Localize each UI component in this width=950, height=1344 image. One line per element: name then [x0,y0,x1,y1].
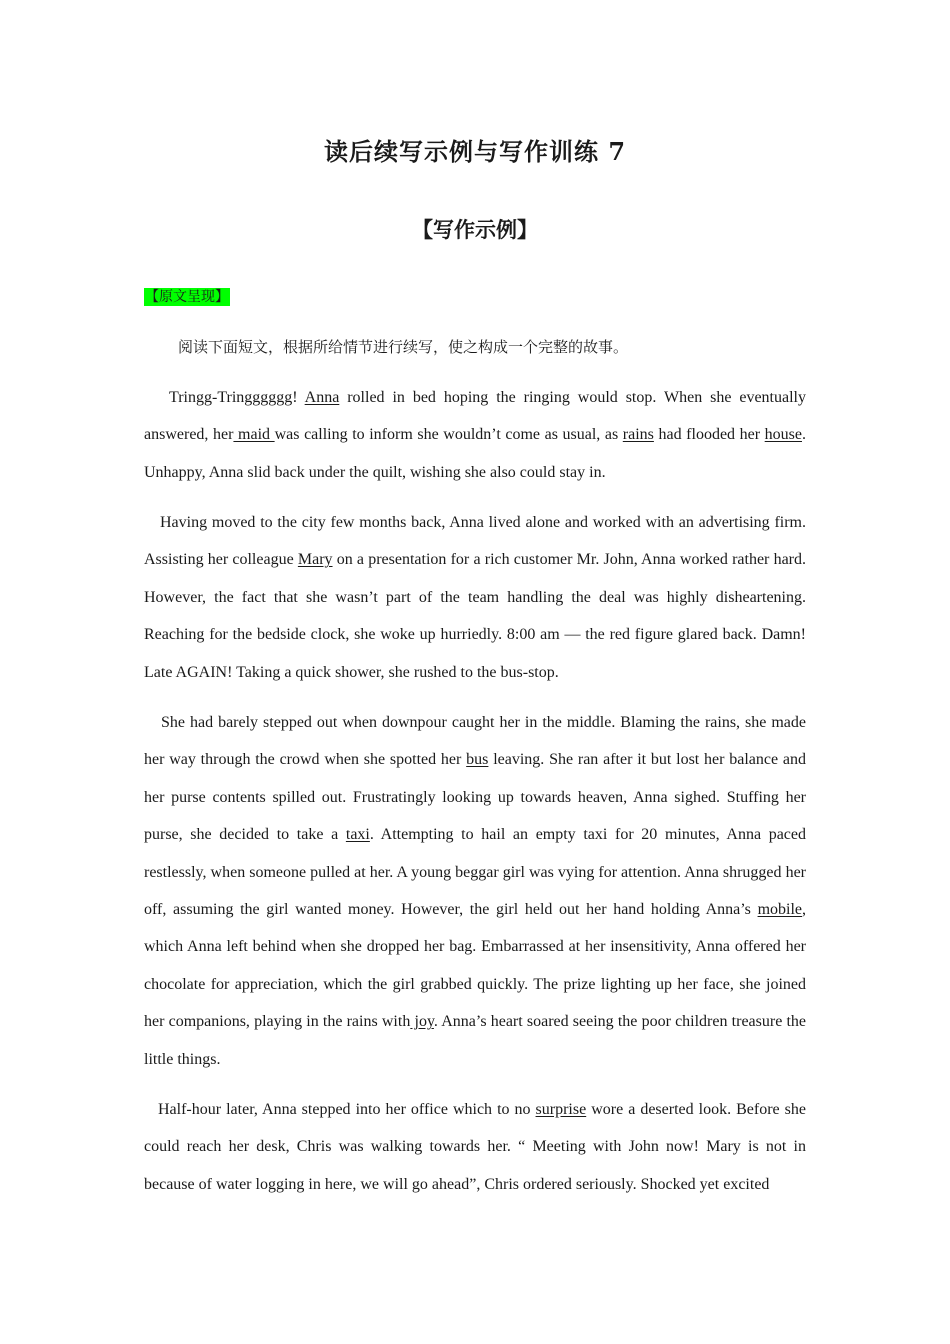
paragraph-text: Half-hour later, Anna stepped into her office which to no [158,1101,536,1118]
underlined-word: Mary [297,551,333,569]
paragraph-text: leaving. She ran after it but lost her balance and her purse contents spilled out. Frustratingly looking up towards heaven, Anna sighed. Stuffing her purse, she decided to take a [144,751,806,844]
underlined-word: bus [466,751,489,769]
underlined-word: mobile [757,901,802,919]
story-paragraph-2 [144,504,806,691]
paragraph-text: . Unhappy, Anna slid back under the quilt, wishing she also could stay in. [144,426,806,481]
paragraph-text: on a presentation for a rich customer Mr. John, Anna worked rather hard. However, the fact that she wasn’t part of the team handling the deal was highly disheartening. Reaching for the bedside clock, she woke up hurriedly. 8:00 am — the red figure glared back. Damn! Late AGAIN! Taking a quick shower, she rushed to the bus-stop. [144,551,807,681]
underlined-word: joy [410,1013,434,1031]
paragraph-text: was calling to inform she wouldn’t come as usual, as [274,426,623,444]
story-paragraph-4 [144,1091,806,1203]
original-text-tag: 【原文呈现】 [145,289,229,305]
underlined-word: house [764,426,802,444]
paragraph-text: Tringg-Tringggggg! [169,389,305,406]
paragraph-text: , which Anna left behind when she dropped her bag. Embarrassed at her insensitivity, Anna offered her chocolate for appreciation, which the girl grabbed quickly. The prize lighting up her face, she joined her companions, playing in the rains with [144,901,806,1031]
underlined-word: surprise [535,1101,587,1118]
paragraph-text: She had barely stepped out when downpour caught her in the middle. Blaming the rains, she made her way through the crowd when she spotted her [144,714,806,769]
section-heading: 【写作示例】 [412,217,538,242]
underlined-word: taxi [345,826,370,844]
story-paragraph-3 [144,704,806,1078]
task-instruction: 阅读下面短文，根据所给情节进行续写，使之构成一个完整的故事。 [178,338,629,356]
underlined-word: Anna [304,389,340,406]
story-paragraph-1 [144,379,806,491]
paragraph-text: . Anna’s heart soared seeing the poor children treasure the little things. [144,1013,807,1068]
document-title: 读后续写示例与写作训练 7 [323,137,627,166]
paragraph-text: Having moved to the city few months back, Anna lived alone and worked with an advertising firm. Assisting her colleague [144,514,806,569]
paragraph-text: . Attempting to hail an empty taxi for 20 minutes, Anna paced restlessly, when someone pulled at her. A young beggar girl was vying for attention. Anna shrugged her off, assuming the girl wanted money. However, the girl held out her hand holding Anna’s [144,826,807,919]
paragraph-text: wore a deserted look. Before she could reach her desk, Chris was walking towards her. “ Meeting with John now! Mary is not in because of water logging in here, we will go ahead”, Chris ordered seriously. Shocked yet excited [144,1101,806,1193]
underlined-word: rains [622,426,654,444]
paragraph-text: rolled in bed hoping the ringing would stop. When she eventually answered, her [144,389,806,444]
paragraph-text: had flooded her [653,426,765,444]
underlined-word: maid [233,426,275,444]
